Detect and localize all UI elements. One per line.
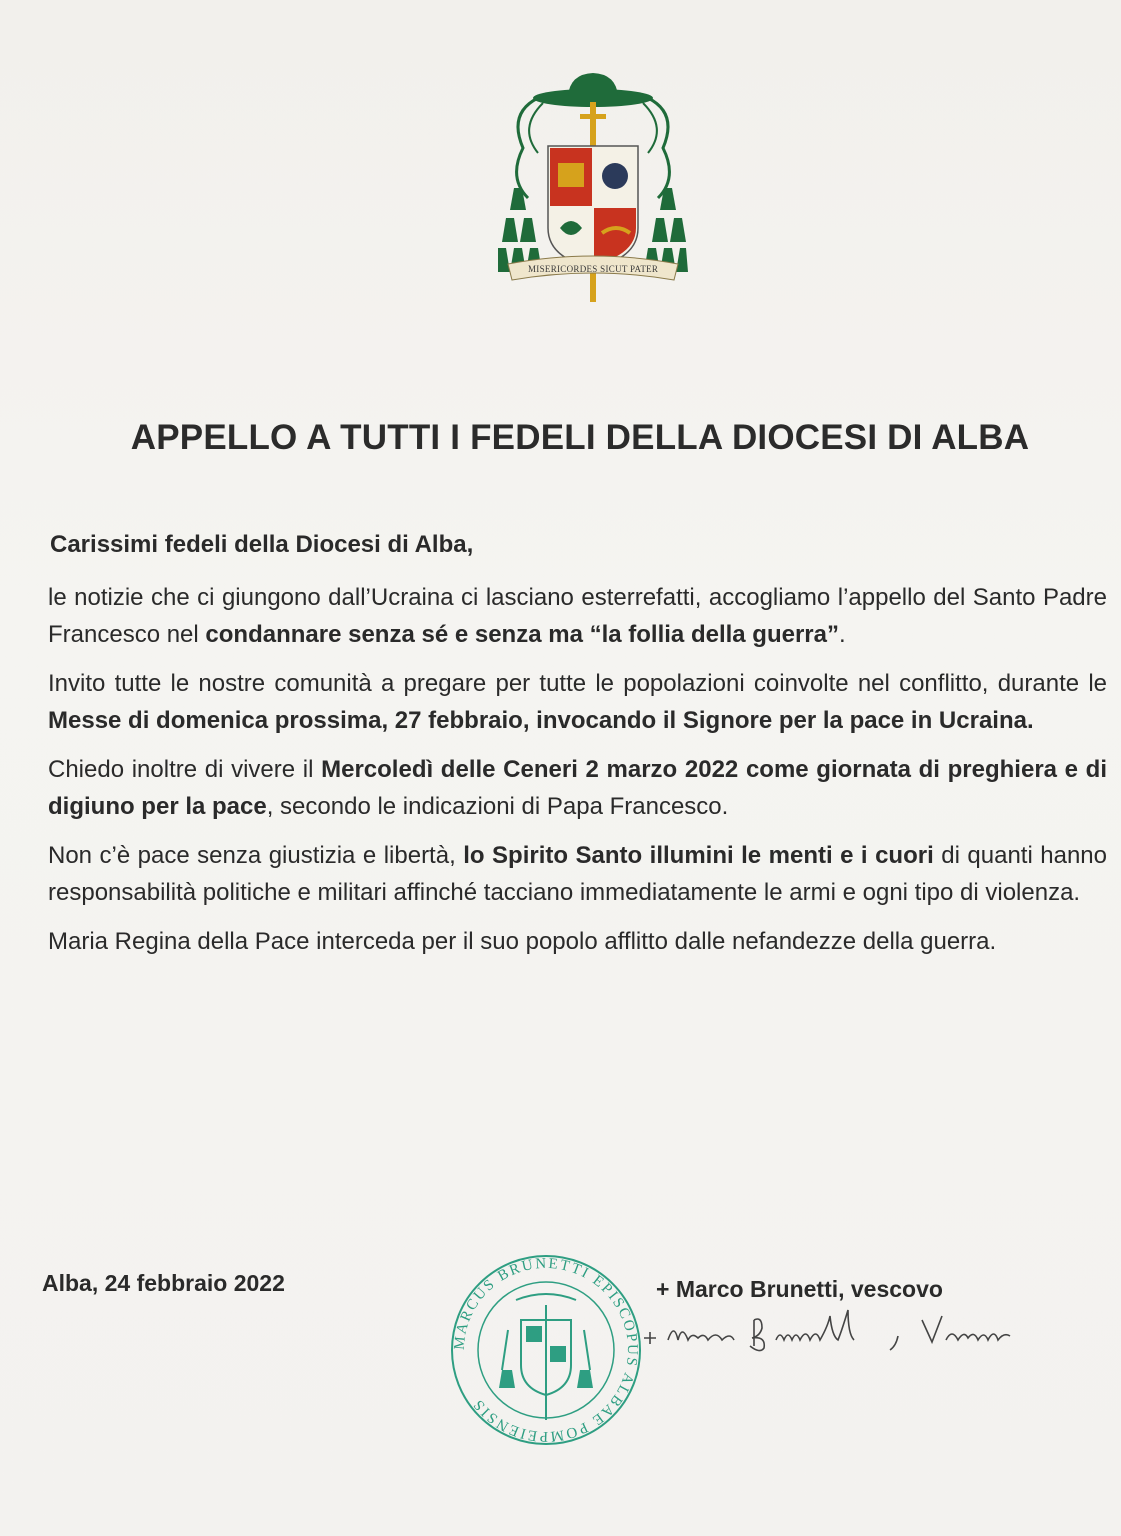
letter-date: Alba, 24 febbraio 2022 [42, 1270, 285, 1296]
seal-text: MARCUS BRUNETTI EPISCOPUS ALBAE POMPEIENSIS [451, 1255, 641, 1445]
paragraph-4-run-1: Non c’è pace senza giustizia e libertà, [48, 842, 464, 869]
paragraph-4-run-2: lo Spirito Santo illumini le menti e i cuori [463, 842, 934, 869]
paragraph-2 [48, 665, 1107, 739]
episcopal-seal-icon [446, 1250, 646, 1450]
handwritten-signature [636, 1300, 1046, 1360]
signer-name: + Marco Brunetti, vescovo [656, 1276, 943, 1302]
page-title: APPELLO A TUTTI I FEDELI DELLA DIOCESI DI ALBA [130, 418, 1030, 457]
paragraph-1 [48, 579, 1107, 653]
paragraph-4-run-3: di quanti hanno responsabilità politiche e militari affinché tacciano immediatamente le armi e ogni tipo di violenza. [48, 842, 1108, 906]
paragraph-1-run-3: . [839, 621, 846, 648]
paragraph-3 [48, 751, 1107, 825]
paragraph-1-run-1: le notizie che ci giungono dall’Ucraina ci lasciano esterrefatti, accogliamo l’appello del Santo Padre Francesco nel [48, 584, 1107, 648]
paragraph-3-run-1: Chiedo inoltre di vivere il [48, 756, 322, 783]
paragraph-5-run-1: Maria Regina della Pace interceda per il suo popolo afflitto dalle nefandezze della guerra. [48, 928, 997, 955]
paragraph-5 [48, 923, 1107, 960]
paragraph-list [48, 579, 1107, 960]
paragraph-3-run-3: , secondo le indicazioni di Papa Francesco. [266, 793, 729, 820]
paragraph-2-run-2: Messe di domenica prossima, 27 febbraio, invocando il Signore per la pace in Ucraina. [48, 707, 1034, 734]
letter-body [48, 526, 1107, 972]
paragraph-3-run-2: Mercoledì delle Ceneri 2 marzo 2022 come giornata di preghiera e di digiuno per la pace [48, 756, 1108, 820]
paragraph-2-run-1: Invito tutte le nostre comunità a pregare per tutte le popolazioni coinvolte nel conflitto, durante le [48, 670, 1107, 697]
coat-motto: MISERICORDES SICUT PATER [528, 264, 659, 274]
paragraph-4 [48, 837, 1107, 911]
greeting: Carissimi fedeli della Diocesi di Alba, [50, 531, 474, 558]
signature-text: + Marco Brunetti, Vescovo [644, 1355, 668, 1357]
paragraph-1-run-2: condannare senza sé e senza ma “la follia della guerra” [205, 621, 839, 648]
